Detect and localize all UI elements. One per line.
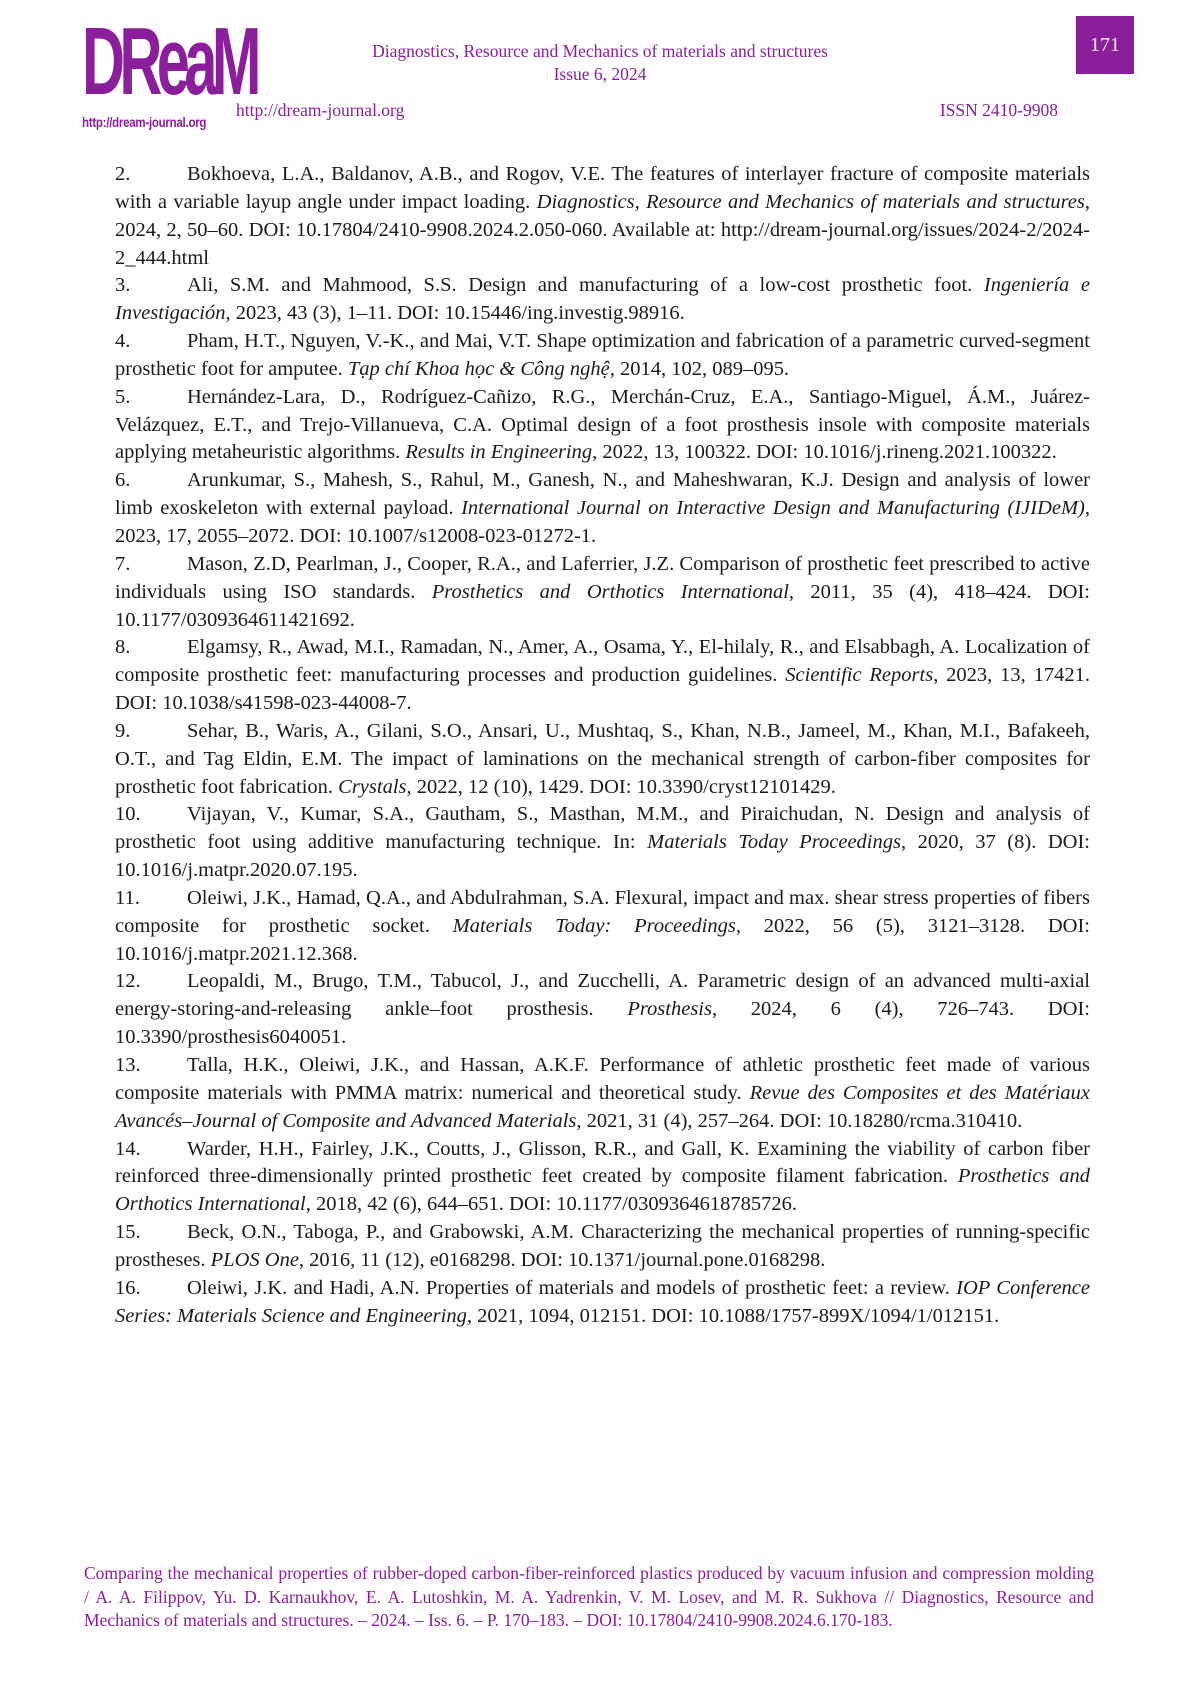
reference-details: , 2020, 37 (8). DOI: 10.1016/j.matpr.2020.07.195. <box>115 831 1090 882</box>
reference-details: , 2021, 1094, 012151. DOI: 10.1088/1757-899X/1094/1/012151. <box>466 1304 1000 1327</box>
journal-issn: ISSN 2410-9908 <box>939 100 1058 120</box>
reference-number: 12. <box>115 970 141 993</box>
journal-name: Diagnostics, Resource and Mechanics of materials and structures <box>372 41 828 61</box>
reference-authors-title: Warder, H.H., Fairley, J.K., Coutts, J., Glisson, R.R., and Gall, K. Examining the viability of carbon fiber reinforced three-dimensionally printed prosthetic feet created by composite filament fabrication. <box>115 1137 1090 1188</box>
reference-number: 3. <box>115 274 131 297</box>
reference-item <box>115 272 1090 328</box>
reference-source: Ingeniería e Investigación <box>115 274 1090 325</box>
reference-number: 16. <box>115 1276 141 1299</box>
reference-number: 10. <box>115 803 141 826</box>
reference-authors-title: Oleiwi, J.K. and Hadi, A.N. Properties of materials and models of prosthetic feet: a review. <box>187 1276 957 1299</box>
footer-citation: Comparing the mechanical properties of rubber-doped carbon-fiber-reinforced plastics produced by vacuum infusion and compression molding / A. A. Filippov, Yu. D. Karnaukhov, E. A. Lutoshkin, M. A. Yadrenkin, V. M. Losev, and M. R. Sukhova // Diagnostics, Resource and Mechanics of materials and structures. – 2024. – Iss. 6. – P. 170–183. – DOI: 10.17804/2410-9908.2024.6.170-183. <box>84 1563 1094 1630</box>
reference-source: PLOS One <box>210 1248 299 1271</box>
reference-source: Scientific Reports <box>785 664 934 687</box>
reference-item <box>115 885 1090 969</box>
reference-details: , 2023, 43 (3), 1–11. DOI: 10.15446/ing.investig.98916. <box>225 302 685 325</box>
logo-url: http://dream-journal.org <box>82 114 207 130</box>
reference-details: , 2022, 13, 100322. DOI: 10.1016/j.rineng.2021.100322. <box>592 441 1057 464</box>
reference-item <box>115 551 1090 635</box>
reference-number: 13. <box>115 1054 141 1076</box>
reference-source: Crystals <box>338 775 407 798</box>
reference-details: , 2023, 17, 2055–2072. DOI: 10.1007/s12008-023-01272-1. <box>115 497 1091 547</box>
reference-authors-title: Oleiwi, J.K., Hamad, Q.A., and Abdulrahman, S.A. Flexural, impact and max. shear stress properties of fibers composite for prosthetic socket. <box>115 886 1090 937</box>
reference-item <box>115 801 1090 885</box>
reference-item <box>115 161 1090 272</box>
reference-list <box>115 161 1090 1330</box>
reference-item <box>115 1275 1090 1331</box>
reference-item <box>115 634 1090 718</box>
reference-source: Prosthesis <box>627 998 712 1021</box>
reference-authors-title: Hernández-Lara, D., Rodríguez-Cañizo, R.G., Merchán-Cruz, E.A., Santiago-Miguel, Á.M., Juárez-Velázquez, E.T., and Trejo-Villanueva, C.A. Optimal design of a foot prosthesis insole with composite materials applying metaheuristic algorithms. <box>115 385 1090 464</box>
journal-title <box>300 40 900 86</box>
reference-authors-title: Bokhoeva, L.A., Baldanov, A.B., and Rogov, V.E. The features of interlayer fracture of composite materials with a variable layup angle under impact loading. <box>115 163 1090 213</box>
reference-details: , 2011, 35 (4), 418–424. DOI: 10.1177/0309364611421692. <box>115 580 1090 631</box>
reference-source: Prosthetics and Orthotics International <box>431 580 789 603</box>
journal-issue: Issue 6, 2024 <box>553 64 647 84</box>
reference-number: 15. <box>115 1221 141 1244</box>
reference-source: Materials Today Proceedings <box>647 831 901 854</box>
reference-details: , 2022, 12 (10), 1429. DOI: 10.3390/cryst12101429. <box>406 775 836 798</box>
reference-authors-title: Talla, H.K., Oleiwi, J.K., and Hassan, A.K.F. Performance of athletic prosthetic feet made of various composite materials with PMMA matrix: numerical and theoretical study. <box>115 1054 1090 1104</box>
reference-details: , 2023, 13, 17421. DOI: 10.1038/s41598-023-44008-7. <box>115 664 1091 715</box>
reference-item <box>115 1136 1090 1220</box>
reference-authors-title: Beck, O.N., Taboga, P., and Grabowski, A.M. Characterizing the mechanical properties of running-specific prostheses. <box>115 1221 1090 1271</box>
reference-authors-title: Ali, S.M. and Mahmood, S.S. Design and manufacturing of a low-cost prosthetic foot. <box>187 274 984 297</box>
reference-authors-title: Leopaldi, M., Brugo, T.M., Tabucol, J., and Zucchelli, A. Parametric design of an advanced multi-axial energy-storing-and-releasing ankle–foot prosthesis. <box>115 970 1090 1021</box>
reference-source: IOP Conference Series: Materials Science and Engineering <box>115 1276 1091 1327</box>
reference-item <box>115 384 1090 468</box>
reference-number: 14. <box>115 1137 141 1160</box>
page-number-badge <box>1076 16 1134 74</box>
reference-details: , 2016, 11 (12), e0168298. DOI: 10.1371/journal.pone.0168298. <box>298 1248 826 1271</box>
reference-item <box>115 1219 1090 1275</box>
reference-details: , 2021, 31 (4), 257–264. DOI: 10.18280/rcma.310410. <box>576 1109 1023 1132</box>
reference-number: 2. <box>115 163 131 185</box>
reference-item <box>115 328 1090 384</box>
reference-item <box>115 1052 1090 1136</box>
reference-authors-title: Vijayan, V., Kumar, S.A., Gautham, S., Masthan, M.M., and Piraichudan, N. Design and analysis of prosthetic foot using additive manufacturing technique. In: <box>115 803 1090 854</box>
reference-details: , 2014, 102, 089–095. <box>609 357 790 380</box>
reference-authors-title: Sehar, B., Waris, A., Gilani, S.O., Ansari, U., Mushtaq, S., Khan, N.B., Jameel, M., Khan, M.I., Bafakeeh, O.T., and Tag Eldin, E.M. The impact of laminations on the mechanical strength of carbon-fiber composites for prosthetic foot fabrication. <box>115 719 1090 798</box>
reference-number: 5. <box>115 385 131 408</box>
page-number: 171 <box>1090 33 1120 56</box>
reference-item <box>115 718 1090 802</box>
reference-source: Materials Today: Proceedings <box>452 914 736 937</box>
reference-number: 8. <box>115 636 131 659</box>
reference-authors-title: Arunkumar, S., Mahesh, S., Rahul, M., Ganesh, N., and Maheshwaran, K.J. Design and analysis of lower limb exoskeleton with external payload. <box>115 469 1090 520</box>
reference-number: 9. <box>115 719 131 742</box>
reference-details: , 2018, 42 (6), 644–651. DOI: 10.1177/0309364618785726. <box>305 1193 797 1216</box>
journal-logo <box>82 8 256 134</box>
reference-number: 6. <box>115 469 131 492</box>
journal-url-link[interactable]: http://dream-journal.org <box>236 100 405 120</box>
reference-source: Tạp chí Khoa học & Công nghệ <box>347 357 610 380</box>
reference-authors-title: Mason, Z.D, Pearlman, J., Cooper, R.A., and Laferrier, J.Z. Comparison of prosthetic feet prescribed to active individuals using ISO standards. <box>115 552 1090 603</box>
logo-word: DReaM <box>82 8 256 115</box>
reference-source: International Journal on Interactive Design and Manufacturing (IJIDeM) <box>461 497 1085 520</box>
reference-source: Diagnostics, Resource and Mechanics of materials and structures <box>536 190 1085 213</box>
reference-item <box>115 467 1090 551</box>
reference-authors-title: Elgamsy, R., Awad, M.I., Ramadan, N., Amer, A., Osama, Y., El-hilaly, R., and Elsabbagh, A. Localization of composite prosthetic feet: manufacturing processes and production guidelines. <box>115 636 1090 687</box>
reference-authors-title: Pham, H.T., Nguyen, V.-K., and Mai, V.T. Shape optimization and fabrication of a parametric curved-segment prosthetic foot for amputee. <box>115 330 1090 380</box>
reference-details: , 2024, 6 (4), 726–743. DOI: 10.3390/prosthesis6040051. <box>115 998 1090 1049</box>
reference-source: Prosthetics and Orthotics International <box>115 1165 1090 1216</box>
reference-details: , 2022, 56 (5), 3121–3128. DOI: 10.1016/j.matpr.2021.12.368. <box>115 914 1090 965</box>
reference-source: Revue des Composites et des Matériaux Avancés–Journal of Composite and Advanced Materials <box>115 1081 1090 1132</box>
reference-details: , 2024, 2, 50–60. DOI: 10.17804/2410-9908.2024.2.050-060. Available at: http://dream-journal.org/issues/2024-2/2024-2_444.html <box>115 190 1090 269</box>
reference-item <box>115 968 1090 1052</box>
reference-source: Results in Engineering <box>405 441 593 464</box>
reference-number: 4. <box>115 330 131 353</box>
reference-number: 11. <box>115 886 140 909</box>
reference-number: 7. <box>115 552 131 575</box>
